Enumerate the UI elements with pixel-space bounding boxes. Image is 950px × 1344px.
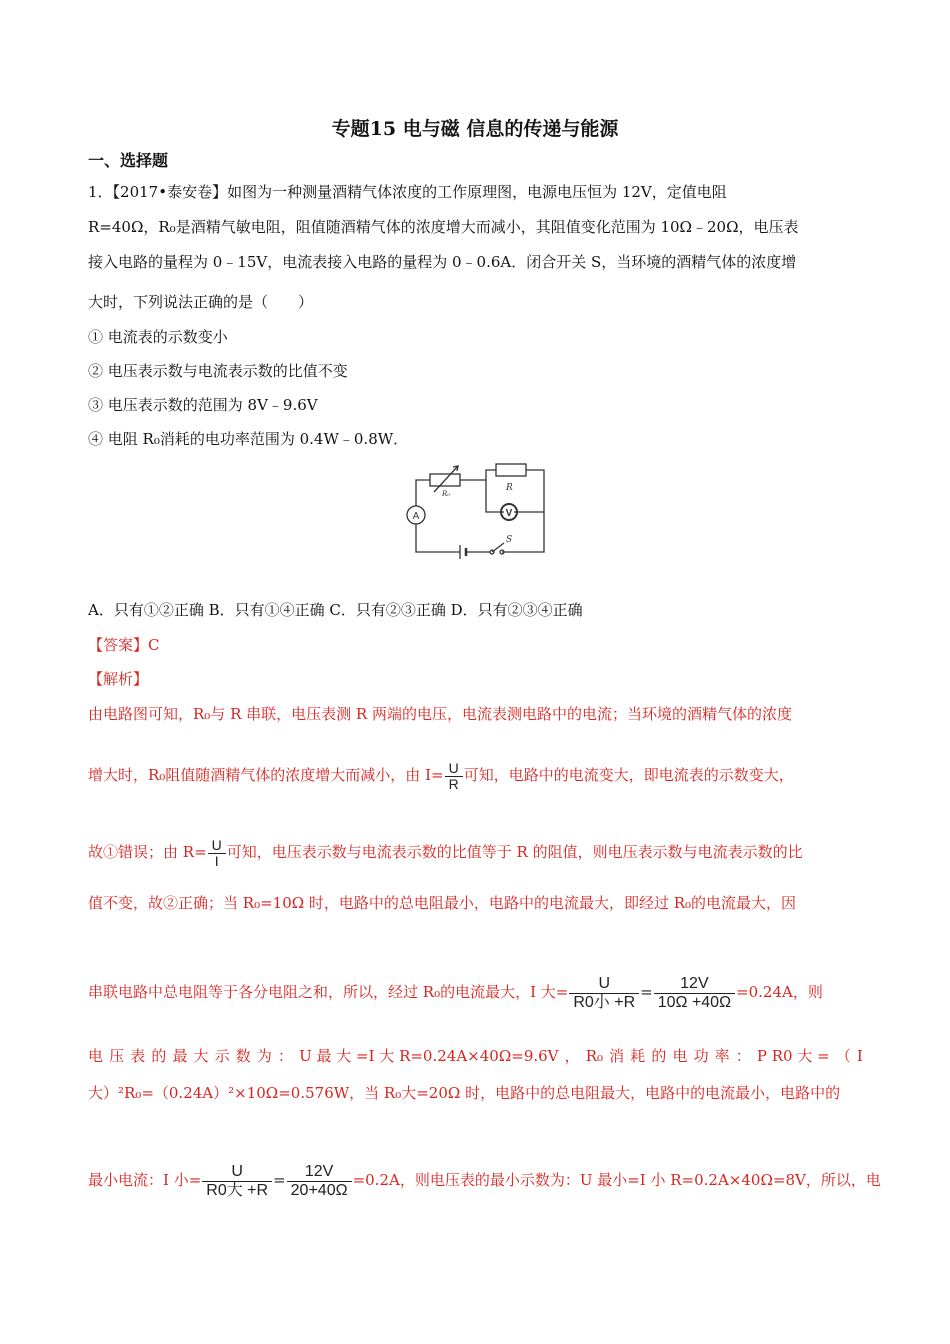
analysis-line-2b: 可知，电路中的电流变大，即电流表的示数变大， xyxy=(463,766,794,784)
question-line-4: 大时，下列说法正确的是（ ） xyxy=(88,293,314,311)
analysis-line-5: 串联电路中总电阻等于各分电阻之和，所以，经过 R₀的电流最大，I 大= $\frac{U}{\text{R0小 +R}}$ = $\frac{12V}{10\Omega +40\Omega}$ =0.24A，则 xyxy=(88,974,823,1011)
analysis-line-7: 大）²R₀=（0.24A）²×10Ω=0.576W，当 R₀大=20Ω 时，电路中的总电阻最大，电路中的电流最小，电路中的 xyxy=(88,1084,841,1102)
switch-label: S xyxy=(506,535,513,545)
ammeter-label: A xyxy=(412,511,420,522)
fraction-min-current-formula: $\frac{U}{\text{R0大 +R}}$ xyxy=(202,1163,272,1200)
page-title: 专题15 电与磁 信息的传递与能源 xyxy=(331,118,619,140)
question-line-2: R=40Ω，R₀是酒精气敏电阻，阻值随酒精气体的浓度增大而减小，其阻值变化范围为 10Ω﹣20Ω，电压表 xyxy=(88,218,799,236)
analysis-line-1: 由电路图可知，R₀与 R 串联，电压表测 R 两端的电压，电流表测电路中的电流；当环境的酒精气体的浓度 xyxy=(88,705,792,723)
analysis-line-2a: 增大时，R₀阻值随酒精气体的浓度增大而减小，由 I= xyxy=(88,766,444,784)
analysis-line-3b: 可知，电压表示数与电流表示数的比值等于 R 的阻值，则电压表示数与电流表示数的比 xyxy=(226,843,803,861)
analysis-line-8a: 最小电流：I 小= xyxy=(88,1171,202,1189)
r-label: R xyxy=(506,483,513,493)
analysis-line-5b: =0.24A，则 xyxy=(736,983,823,1001)
voltmeter-label: V xyxy=(505,508,513,519)
analysis-line-8: 最小电流：I 小= $\frac{U}{\text{R0大 +R}}$ = $\frac{12V}{20+40\Omega}$ =0.2A，则电压表的最小示数为：U 最小=I 小 R=0.2A×40Ω=8V，所以，电 xyxy=(88,1162,881,1199)
fraction-max-current-values: $\frac{12V}{10\Omega +40\Omega}$ xyxy=(654,975,735,1012)
option-4: ④ 电阻 R₀消耗的电功率范围为 0.4W﹣0.8W． xyxy=(88,430,409,448)
analysis-line-2 xyxy=(88,758,794,792)
option-1: ① 电流表的示数变小 xyxy=(88,328,228,346)
analysis-line-5a: 串联电路中总电阻等于各分电阻之和，所以，经过 R₀的电流最大，I 大= xyxy=(88,983,569,1001)
analysis-line-3a: 故①错误；由 R= xyxy=(88,843,207,861)
fraction-min-current-values: $\frac{12V}{20+40\Omega}$ xyxy=(287,1163,352,1200)
analysis-line-3 xyxy=(88,835,803,869)
analysis-line-6: 电 压 表 的 最 大 示 数 为 ： U 最 大 =I 大 R=0.24A×40Ω=9.6V ， R₀ 消 耗 的 电 功 率 ： P R0 大 = （ I xyxy=(88,1047,863,1065)
fraction-u-over-r: $\frac{U}{R}$ xyxy=(445,761,463,792)
fraction-u-over-i: $\frac{U}{I}$ xyxy=(208,838,226,869)
question-line-3: 接入电路的量程为 0﹣15V，电流表接入电路的量程为 0﹣0.6A．闭合开关 S，当环境的酒精气体的浓度增 xyxy=(88,253,797,271)
option-3: ③ 电压表示数的范围为 8V﹣9.6V xyxy=(88,396,318,414)
fraction-max-current-formula: $\frac{U}{\text{R0小 +R}}$ xyxy=(569,975,639,1012)
r0-label: R₀ xyxy=(442,490,451,498)
answer-choices: A．只有①②正确 B．只有①④正确 C．只有②③正确 D．只有②③④正确 xyxy=(88,601,583,619)
analysis-line-8b: =0.2A，则电压表的最小示数为：U 最小=I 小 R=0.2A×40Ω=8V，所以，电 xyxy=(352,1171,881,1189)
analysis-label: 【解析】 xyxy=(88,670,149,688)
option-2: ② 电压表示数与电流表示数的比值不变 xyxy=(88,362,348,380)
circuit-diagram xyxy=(398,462,550,572)
section-heading: 一、选择题 xyxy=(88,151,169,170)
analysis-line-4: 值不变，故②正确；当 R₀=10Ω 时，电路中的总电阻最小，电路中的电流最大，即经过 R₀的电流最大，因 xyxy=(88,894,797,912)
question-line-1: 1．【2017•泰安卷】如图为一种测量酒精气体浓度的工作原理图，电源电压恒为 12V，定值电阻 xyxy=(88,183,727,201)
answer: 【答案】C xyxy=(88,636,160,654)
